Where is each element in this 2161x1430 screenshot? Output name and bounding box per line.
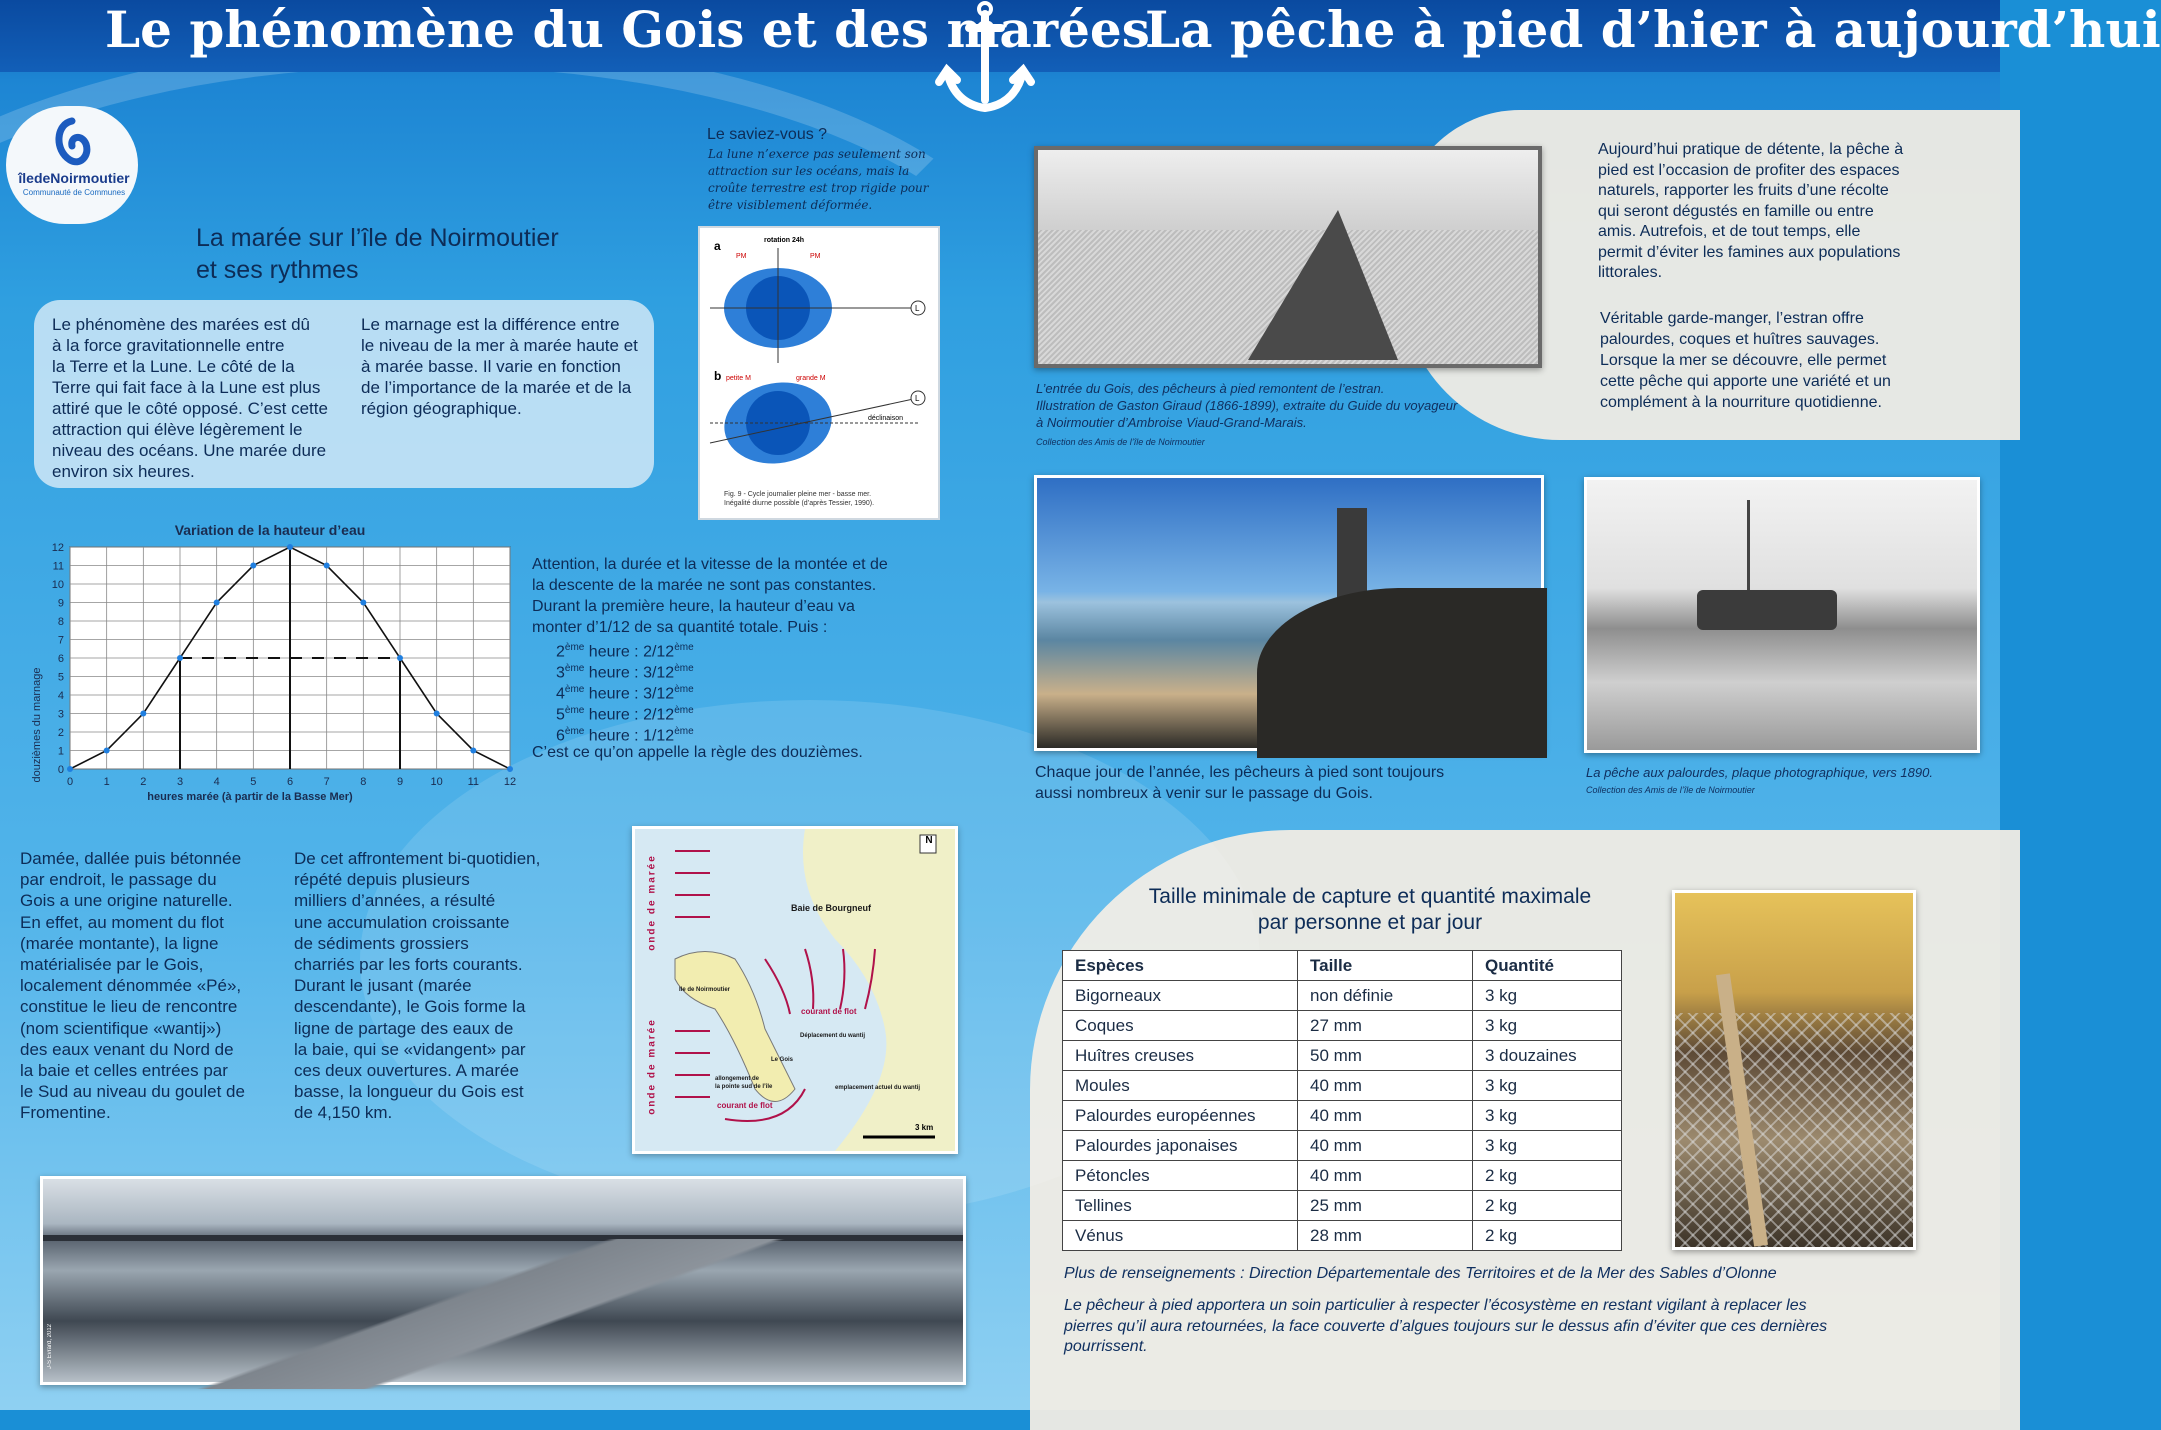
clam-fishing-source: Collection des Amis de l’île de Noirmoutier (1586, 785, 1755, 795)
x-tick-label: 1 (103, 776, 110, 788)
data-point (397, 655, 403, 661)
fig-grande: grande M (796, 375, 826, 382)
water-height-chart (20, 515, 517, 810)
x-tick-label: 11 (467, 776, 480, 788)
x-tick-label: 4 (213, 776, 220, 788)
ordinal-suffix: ème (674, 705, 694, 716)
fraction: 2/12 (643, 706, 675, 724)
ordinal-suffix: ème (564, 684, 585, 695)
map-scale-label: 3 km (915, 1123, 934, 1132)
engraving-caption: L’entrée du Gois, des pêcheurs à pied remontent de l’estran. Illustration de Gaston Giraud (1866-1899), extraite du Guide du voyageur à Noirmoutier d’Ambroise Viaud-Grand-Marais. (1036, 381, 1458, 430)
y-tick-label: 6 (57, 653, 64, 665)
map-north-label: N (925, 835, 933, 846)
chart-svg (20, 515, 517, 810)
table-cell: Palourdes européennes (1063, 1101, 1298, 1131)
map-wave-label-top: onde de marée (646, 854, 658, 951)
ordinal-suffix: ème (674, 663, 694, 674)
table-cell: 2 kg (1473, 1221, 1622, 1251)
twelfths-rule: C’est ce qu’on appelle la règle des douzièmes. (532, 744, 863, 761)
hour-label: heure : (584, 664, 644, 682)
anchor-icon (935, 0, 1035, 125)
ordinal-suffix: ème (564, 705, 585, 716)
ordinal-suffix: ème (674, 642, 694, 653)
data-point (470, 748, 476, 754)
y-tick-label: 4 (57, 690, 64, 702)
data-point (140, 711, 146, 717)
table-cell: 40 mm (1298, 1161, 1473, 1191)
clam-fishing-photo (1584, 477, 1980, 753)
table-row (1063, 1131, 1622, 1161)
table-cell: 3 kg (1473, 981, 1622, 1011)
catch-limits-table (1062, 950, 1622, 1251)
hour-label: heure : (584, 685, 644, 703)
table-title: Taille minimale de capture et quantité maximale par personne et par jour (1148, 885, 1592, 934)
advice-text: Le pêcheur à pied apportera un soin particulier à respecter l’écosystème en restant vigilant à replacer les pierres qu’il aura retournées, la face couverte d’algues toujours sur le dessus afin d’éviter que ces dernières pourrissent. (1064, 1297, 1828, 1355)
table-row (1063, 1161, 1622, 1191)
table-row (1063, 1101, 1622, 1131)
table-cell: 50 mm (1298, 1041, 1473, 1071)
chart-plot-area (52, 542, 516, 788)
data-point (287, 544, 293, 550)
gois-formation-text: De cet affrontement bi-quotidien, répété depuis plusieurs milliers d’années, a résulté une accumulation croissante de sédiments grossiers charriés par les forts courants. Durant le jusant (marée descendante), le Gois forme la ligne de partage des eaux de la baie, qui se «vidangent» par ces deux ouvertures. A marée basse, la longueur du Gois est de 4,150 km. (294, 849, 541, 1123)
fraction: 3/12 (643, 685, 675, 703)
data-point (360, 600, 366, 606)
fig-declinaison: déclinaison (868, 415, 904, 422)
fig-pm-right: PM (810, 253, 821, 260)
fraction: 1/12 (643, 727, 675, 745)
y-tick-label: 3 (57, 708, 64, 721)
x-tick-label: 10 (430, 776, 443, 788)
table-cell: 40 mm (1298, 1071, 1473, 1101)
table-cell: 2 kg (1473, 1161, 1622, 1191)
fig-label-b: b (714, 369, 722, 383)
table-cell: 28 mm (1298, 1221, 1473, 1251)
ordinal-suffix: ème (564, 642, 585, 653)
y-tick-label: 7 (57, 634, 64, 647)
table-cell: 27 mm (1298, 1011, 1473, 1041)
info-text: Plus de renseignements : Direction Départementale des Territoires et de la Mer des Sables d’Olonne (1064, 1265, 1777, 1282)
ordinal-suffix: ème (674, 726, 694, 737)
logo-name: îledeNoirmoutier (18, 170, 130, 186)
table-cell: Moules (1063, 1071, 1298, 1101)
y-tick-label: 12 (51, 542, 64, 554)
fraction: 2/12 (643, 643, 675, 661)
table-cell: Coques (1063, 1011, 1298, 1041)
y-tick-label: 0 (57, 764, 64, 776)
table-cell: 3 kg (1473, 1131, 1622, 1161)
map-wave-label-bottom: onde de marée (646, 1018, 658, 1115)
data-point (434, 711, 440, 717)
table-row (1063, 1011, 1622, 1041)
attention-text: Attention, la durée et la vitesse de la montée et de la descente de la marée ne sont pas constantes. Durant la première heure, la hauteur d’eau va monter d’1/12 de sa quantité totale. Puis : (532, 556, 888, 636)
hour-label: heure : (584, 643, 644, 661)
y-tick-label: 1 (57, 745, 64, 758)
table-cell: 3 kg (1473, 1071, 1622, 1101)
right-title: La pêche à pied d’hier à aujourd’hui (1145, 0, 2161, 59)
data-point (177, 655, 183, 661)
x-tick-label: 6 (286, 776, 294, 788)
table-cell: 40 mm (1298, 1101, 1473, 1131)
column-header: Quantité (1473, 951, 1622, 981)
map-bay-label: Baie de Bourgneuf (791, 903, 872, 913)
table-cell: 3 douzaines (1473, 1041, 1622, 1071)
table-cell: 3 kg (1473, 1101, 1622, 1131)
ordinal-suffix: ème (674, 684, 694, 695)
marnage-explanation: Le marnage est la différence entre le niveau de la mer à marée haute et à marée basse. Il varie en fonction de l’importance de la marée et de la région géographique. (361, 315, 638, 418)
table-cell: Bigorneaux (1063, 981, 1298, 1011)
hour-number: 4 (556, 685, 565, 703)
y-tick-label: 11 (52, 560, 64, 573)
hour-number: 2 (556, 643, 565, 661)
tide-cycle-figure (698, 226, 940, 520)
logo-icon (50, 116, 94, 174)
table-row (1063, 981, 1622, 1011)
section-title: La marée sur l’île de Noirmoutier et ses rythmes (196, 224, 559, 284)
y-tick-label: 5 (57, 671, 64, 684)
photo-credit-panorama: J-S Evrard, 2012 (47, 1323, 53, 1369)
fishermen-photo (1034, 475, 1544, 751)
x-tick-label: 12 (503, 776, 517, 788)
hour-number: 6 (556, 727, 565, 745)
x-tick-label: 2 (140, 776, 147, 788)
data-point (507, 766, 513, 772)
earth-moon-diagram (700, 228, 938, 518)
ordinal-suffix: ème (564, 726, 585, 737)
data-point (104, 748, 110, 754)
header-bar (0, 0, 2161, 72)
chart-ylabel: douzièmes du marnage (31, 667, 43, 783)
larder-text: Véritable garde-manger, l’estran offre palourdes, coques et huîtres sauvages. Lorsque la mer se découvre, elle permet cette pêche qui apporte une variété et un complément à la nourriture quotidienne. (1600, 310, 1891, 411)
fig-moon-a: L (915, 304, 920, 313)
gois-origin-text: Damée, dallée puis bétonnée par endroit, le passage du Gois a une origine naturelle. En effet, au moment du flot (marée montante), la ligne matérialisée par le Gois, localement dénommée «Pé», constitue le lieu de rencontre (nom scientifique «wantij») des eaux venant du Nord de la baie et celles entrées par le Sud au niveau du goulet de Fromentine. (20, 849, 245, 1123)
logo-sub: Communauté de Communes (22, 188, 126, 197)
table-cell: 40 mm (1298, 1131, 1473, 1161)
map-emplacement-label: emplacement actuel du wantij (835, 1085, 921, 1091)
x-tick-label: 8 (360, 776, 367, 788)
chart-xlabel: heures marée (à partir de la Basse Mer) (147, 791, 353, 803)
table-cell: 3 kg (1473, 1011, 1622, 1041)
fig-caption: Fig. 9 - Cycle journalier pleine mer - basse mer. Inégalité diurne possible (d’après Tessier, 1990). (724, 491, 875, 507)
clam-fishing-caption: La pêche aux palourdes, plaque photographique, vers 1890. (1586, 765, 1933, 780)
hour-number: 3 (556, 664, 565, 682)
chart-title: Variation de la hauteur d’eau (174, 522, 366, 538)
map-gois-label: Le Gois (771, 1057, 794, 1063)
intro-text: Aujourd’hui pratique de détente, la pêche à pied est l’occasion de profiter des espaces naturels, rapporter les fruits d’une récolte qui seront dégustés en famille ou entre amis. Autrefois, et de tout temps, elle permit d’éviter les famines aux populations littorales. (1598, 141, 1904, 281)
data-point (67, 766, 73, 772)
column-header: Espèces (1063, 951, 1298, 981)
table-row (1063, 1191, 1622, 1221)
table-row (1063, 1041, 1622, 1071)
y-tick-label: 8 (57, 616, 64, 628)
data-point (324, 563, 330, 569)
map-island-label: Ile de Noirmoutier (679, 987, 731, 993)
fig-moon-b: L (915, 394, 920, 403)
hour-number: 5 (556, 706, 565, 724)
fig-label-a: a (714, 239, 721, 253)
x-tick-label: 3 (176, 776, 184, 788)
table-row (1063, 1221, 1622, 1251)
table-row (1063, 1071, 1622, 1101)
table-cell: 2 kg (1473, 1191, 1622, 1221)
fraction: 3/12 (643, 664, 675, 682)
table-cell: Tellines (1063, 1191, 1298, 1221)
map-flot-label-bottom: courant de flot (717, 1101, 773, 1110)
map-deplacement-label: Déplacement du wantij (800, 1033, 866, 1039)
table-header-row (1063, 951, 1622, 981)
x-tick-label: 5 (250, 776, 257, 788)
y-tick-label: 2 (57, 727, 64, 739)
column-header: Taille (1298, 951, 1473, 981)
ordinal-suffix: ème (564, 663, 585, 674)
map-flot-label-top: courant de flot (801, 1007, 857, 1016)
fishermen-caption: Chaque jour de l’année, les pêcheurs à pied sont toujours aussi nombreux à venir sur le passage du Gois. (1035, 764, 1445, 802)
fig-pm-left: PM (736, 253, 747, 260)
table-cell: Palourdes japonaises (1063, 1131, 1298, 1161)
x-tick-label: 9 (396, 776, 404, 788)
did-you-know-title: Le saviez-vous ? (707, 126, 828, 143)
table-cell: Huîtres creuses (1063, 1041, 1298, 1071)
table-cell: non définie (1298, 981, 1473, 1011)
table-cell: 25 mm (1298, 1191, 1473, 1221)
tide-explanation: Le phénomène des marées est dû à la force gravitationnelle entre la Terre et la Lune. Le côté de la Terre qui fait face à la Lune est plus attiré que le côté opposé. C’est cette attraction qui élève légèrement le niveau des océans. Une marée dure environ six heures. (52, 315, 328, 481)
left-title: Le phénomène du Gois et des marées (105, 0, 1150, 59)
x-tick-label: 0 (66, 776, 74, 788)
data-point (250, 563, 256, 569)
y-tick-label: 9 (57, 597, 64, 610)
shellfish-sieve-photo (1672, 890, 1916, 1250)
did-you-know-text: La lune n’exerce pas seulement son attraction sur les océans, mais la croûte terrestre est trop rigide pour être visiblement déformée. (708, 147, 929, 212)
table-cell: Pétoncles (1063, 1161, 1298, 1191)
x-tick-label: 7 (323, 776, 330, 788)
gois-map (632, 826, 958, 1154)
hour-label: heure : (584, 706, 644, 724)
data-point (214, 600, 220, 606)
table-cell: Vénus (1063, 1221, 1298, 1251)
engraving-illustration (1034, 146, 1542, 368)
gois-panorama-photo (40, 1176, 966, 1385)
fig-rotation: rotation 24h (764, 237, 805, 244)
y-tick-label: 10 (51, 579, 64, 591)
fig-petite: petite M (726, 375, 751, 382)
map-allongement-label: allongement de la pointe sud de l’île (715, 1076, 773, 1090)
logo (6, 106, 138, 224)
engraving-source: Collection des Amis de l’île de Noirmoutier (1036, 437, 1205, 447)
hour-label: heure : (584, 727, 644, 745)
